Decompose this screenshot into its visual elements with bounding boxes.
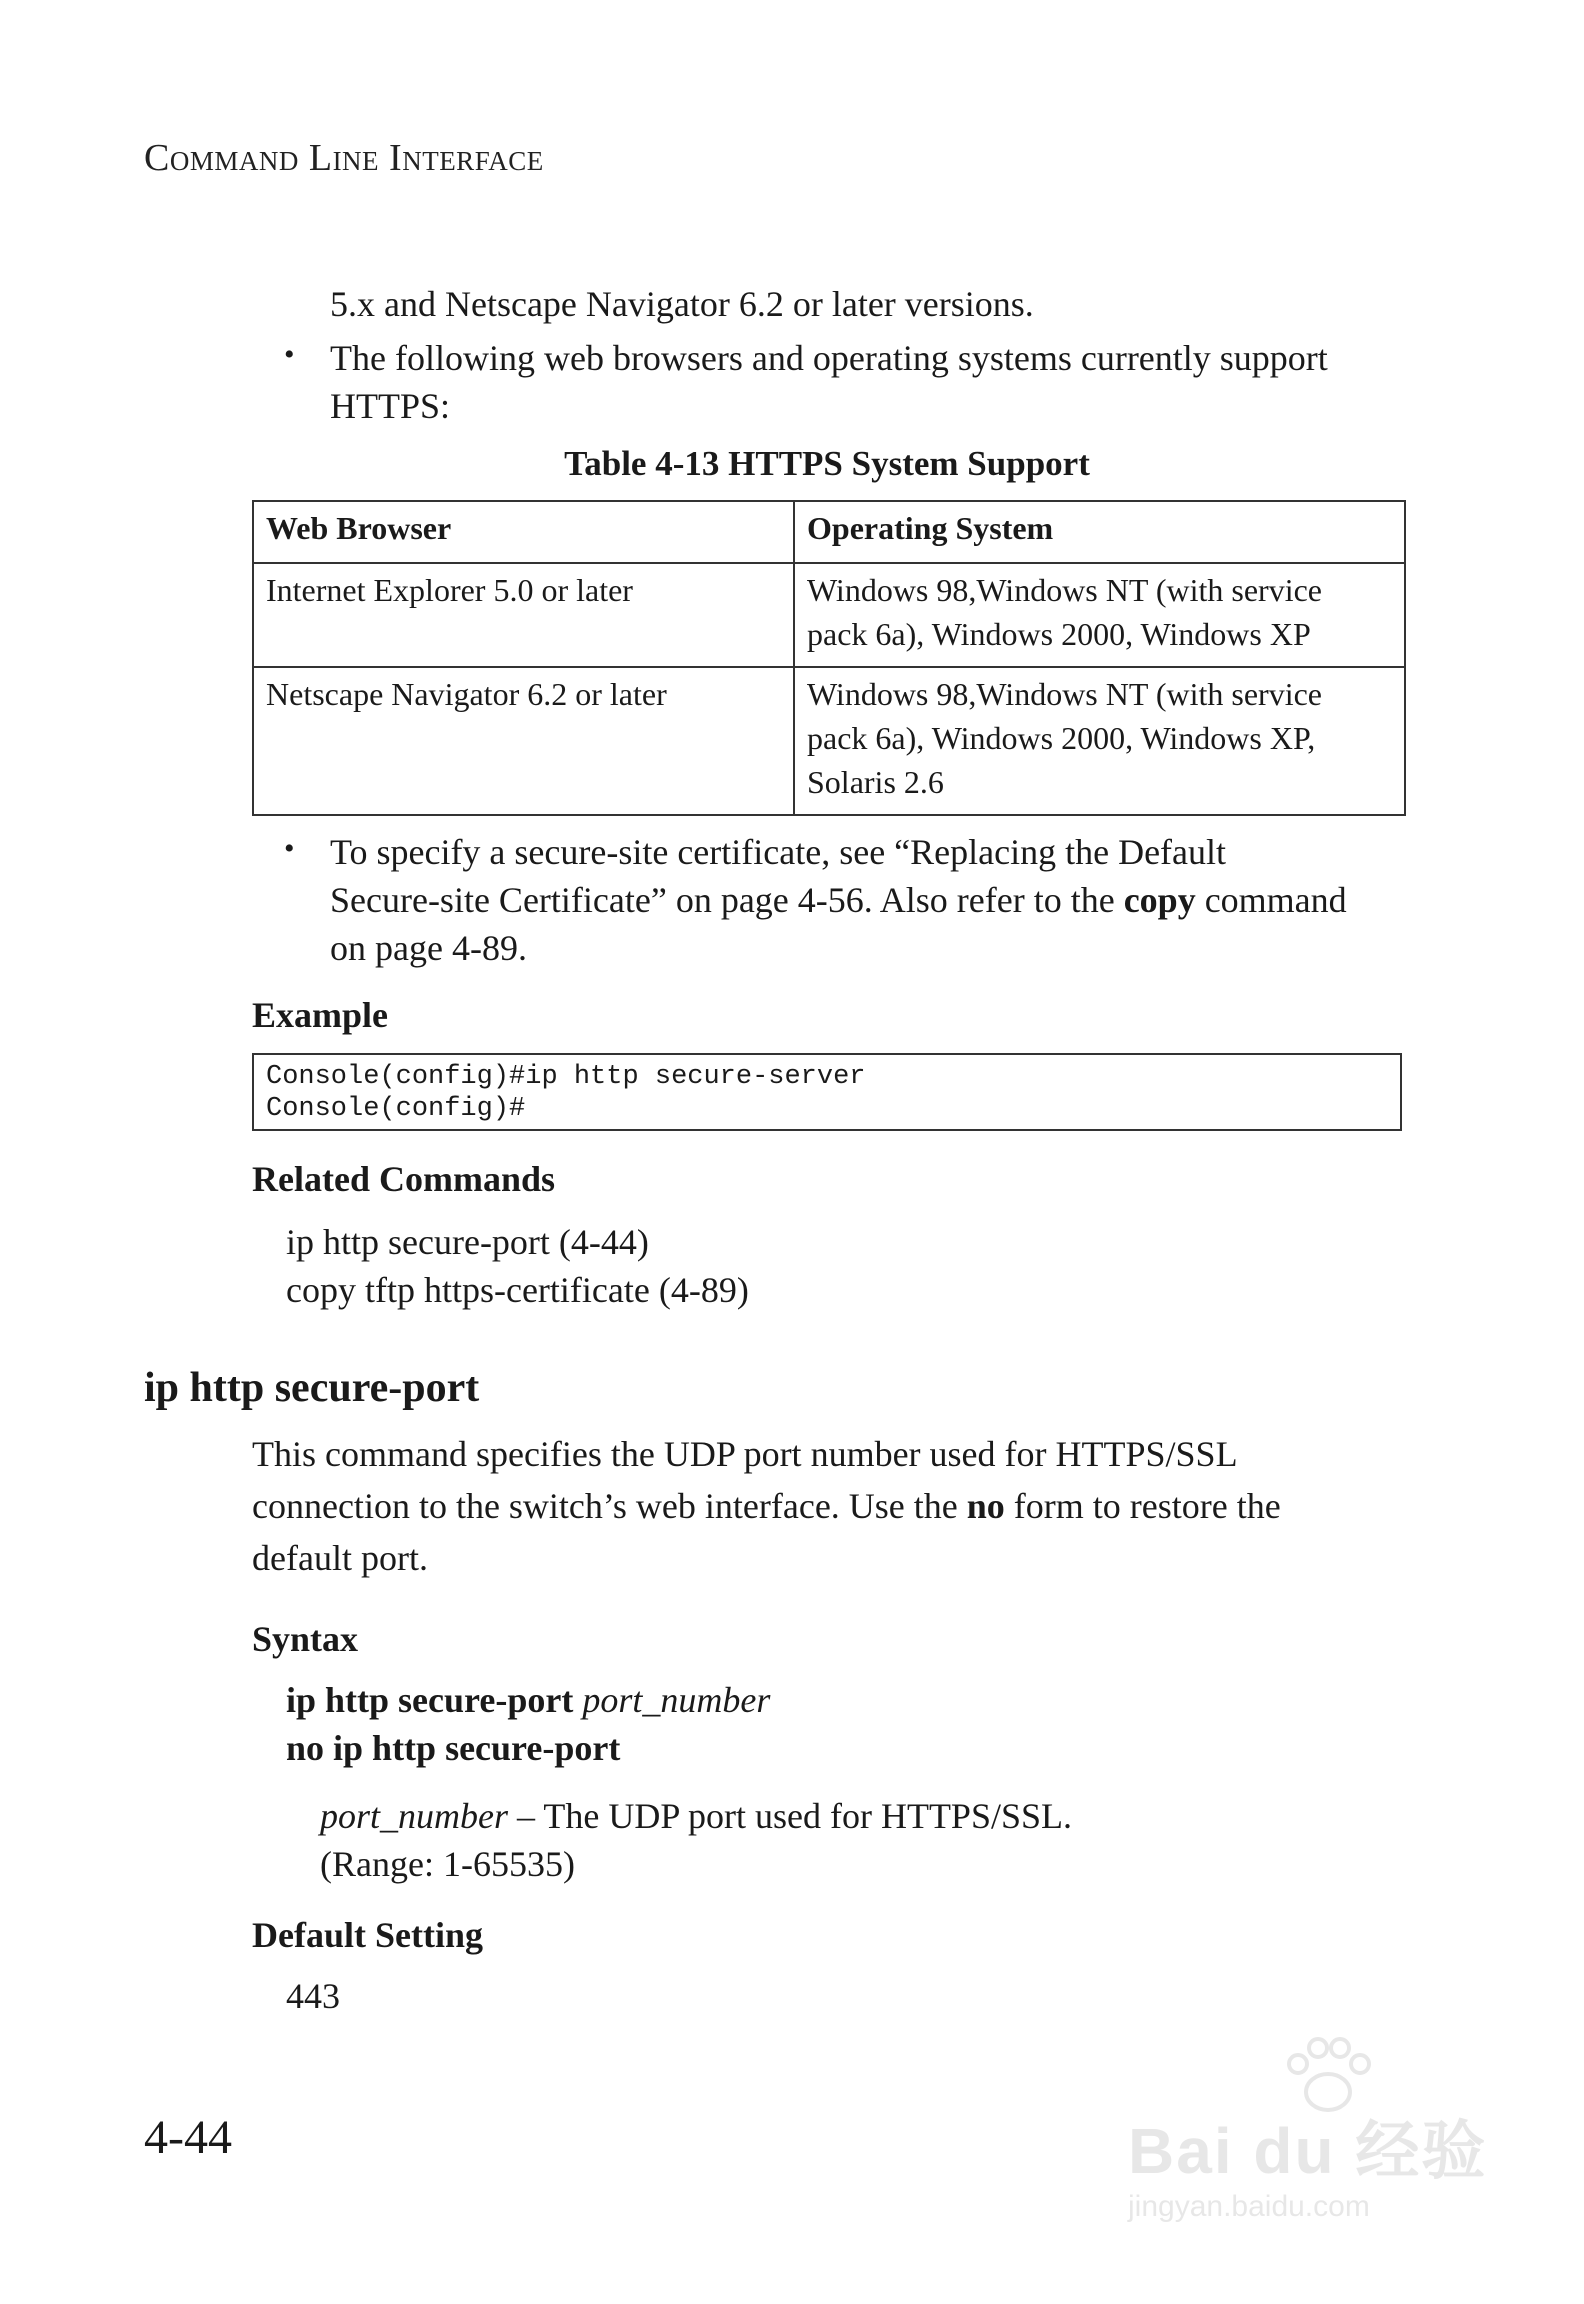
bullet-https-line2: HTTPS: [330, 386, 451, 426]
certificate-text: command [1195, 880, 1347, 920]
syntax-command-line [286, 1676, 770, 1724]
related-commands-heading: Related Commands [252, 1159, 555, 1199]
cell-os [794, 563, 1405, 667]
default-setting-heading: Default Setting [252, 1915, 483, 1955]
page-number: 4-44 [144, 2111, 232, 2164]
copy-keyword: copy [1123, 880, 1196, 920]
related-command-item: copy tftp https-certificate (4-89) [286, 1270, 749, 1310]
example-code-box [252, 1053, 1402, 1131]
bullet-dot: • [284, 832, 295, 865]
parameter-description [320, 1792, 1072, 1840]
table-row [253, 667, 1405, 815]
os-line: pack 6a), Windows 2000, Windows XP [807, 616, 1311, 652]
bullet-dot: • [284, 338, 295, 371]
watermark-url: jingyan.baidu.com [1128, 2190, 1370, 2223]
os-line: Solaris 2.6 [807, 764, 944, 800]
os-line: Windows 98,Windows NT (with service [807, 572, 1322, 608]
example-heading: Example [252, 995, 389, 1035]
syntax-keyword: ip http secure-port [286, 1680, 574, 1720]
code-line: Console(config)#ip http secure-server [266, 1062, 866, 1092]
intro-continuation: 5.x and Netscape Navigator 6.2 or later versions. [330, 284, 1034, 324]
watermark-brand: Bai du 经验 [1128, 2115, 1488, 2187]
syntax-heading: Syntax [252, 1619, 359, 1659]
parameter-name: port_number [320, 1796, 508, 1836]
code-line: Console(config)# [266, 1094, 526, 1124]
related-command-item: ip http secure-port (4-44) [286, 1222, 649, 1262]
bullet-https-line1: The following web browsers and operating systems currently support [330, 338, 1328, 378]
certificate-text: Secure-site Certificate” on page 4-56. Also refer to the [330, 880, 1124, 920]
description-text: connection to the switch’s web interface. Use the [252, 1486, 967, 1526]
table-header-row [253, 501, 1405, 563]
description-text: form to restore the [1004, 1486, 1281, 1526]
description-line: default port. [252, 1538, 428, 1578]
cell-browser: Netscape Navigator 6.2 or later [253, 667, 794, 815]
description-line [252, 1480, 1281, 1532]
syntax-keyword: no ip http secure-port [286, 1728, 621, 1768]
column-header-browser: Web Browser [253, 501, 794, 563]
certificate-line3: on page 4-89. [330, 928, 527, 968]
cell-browser: Internet Explorer 5.0 or later [253, 563, 794, 667]
syntax-argument: port_number [582, 1680, 771, 1720]
os-line: pack 6a), Windows 2000, Windows XP, [807, 720, 1316, 756]
certificate-line2 [330, 876, 1347, 924]
cell-os [794, 667, 1405, 815]
section-description [252, 1428, 1281, 1584]
parameter-range: (Range: 1-65535) [320, 1844, 575, 1884]
column-header-os: Operating System [794, 501, 1405, 563]
running-header: Command Line Interface [144, 137, 544, 179]
default-setting-value: 443 [286, 1976, 340, 2016]
certificate-line1: To specify a secure-site certificate, see “Replacing the Default [330, 832, 1227, 872]
os-line: Windows 98,Windows NT (with service [807, 676, 1322, 712]
https-support-table [252, 500, 1406, 816]
section-title: ip http secure-port [144, 1365, 480, 1411]
parameter-text: – The UDP port used for HTTPS/SSL. [508, 1796, 1073, 1836]
table-caption: Table 4-13 HTTPS System Support [564, 444, 1090, 483]
table-row [253, 563, 1405, 667]
no-keyword: no [966, 1486, 1005, 1526]
baidu-watermark [1118, 2060, 1498, 2260]
syntax-no-command-line [286, 1724, 620, 1772]
description-line: This command specifies the UDP port number used for HTTPS/SSL [252, 1434, 1238, 1474]
